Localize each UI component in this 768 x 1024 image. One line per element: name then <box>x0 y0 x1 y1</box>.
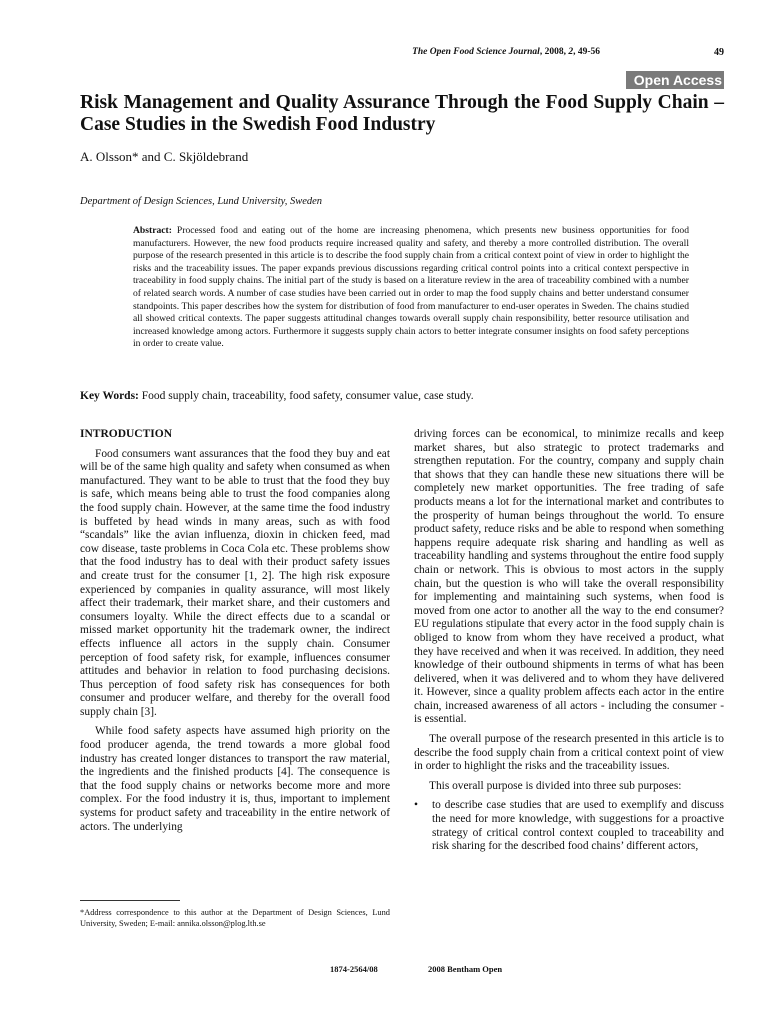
abstract-label: Abstract: <box>133 225 172 236</box>
publisher: 2008 Bentham Open <box>428 964 503 974</box>
body-column-right <box>414 428 724 854</box>
citation-volume: 2 <box>568 47 574 57</box>
paragraph: The overall purpose of the research presented in this article is to describe the food supply chain from a critical context point of view in order to highlight the risks and the traceability issues. <box>414 733 724 773</box>
paragraph: This overall purpose is divided into three sub purposes: <box>429 779 682 792</box>
affiliation: Department of Design Sciences, Lund University, Sweden <box>80 196 323 207</box>
open-access-badge: Open Access <box>626 71 724 89</box>
article-title: Risk Management and Quality Assurance Through the Food Supply Chain – Case Studies in the Swedish Food Industry <box>80 92 724 135</box>
paragraph: While food safety aspects have assumed high priority on the food producer agenda, the trend towards a more global food industry has created longer distances to transport the raw material, the ingredients and the finished products [4]. The consequence is that the food supply chains or networks become more and more complex. For the food industry it is, thus, important to implement systems for product safety and traceability in the entire network of actors. The underlying <box>80 725 390 833</box>
page-number: 49 <box>714 47 724 58</box>
issn: 1874-2564/08 <box>330 964 378 974</box>
footnote-divider <box>80 900 180 901</box>
keywords-text: Food supply chain, traceability, food safety, consumer value, case study. <box>141 390 474 402</box>
authors: A. Olsson* and C. Skjöldebrand <box>80 149 249 164</box>
journal-name: The Open Food Science Journal <box>412 47 540 57</box>
bullet-text: to describe case studies that are used to exemplify and discuss the need for more knowledge, with suggestions for a proactive strategy of critical control context coupled to traceability and risk sharing for the described food chains’ different actors, <box>432 799 724 853</box>
section-heading-introduction: INTRODUCTION <box>80 428 173 440</box>
paragraph: driving forces can be economical, to minimize recalls and keep market shares, but also strategic to protect trademarks and strengthen reputation. For the country, company and supply chain that shows that they can handle these new situations there will be completely new market opportunities. The free trading of safe products means a lot for the international market and contributes to the prosperity of human beings throughout the world. To ensure product safety, reduce risks and be able to respond when something happens require adequate risk sharing and handling as well as traceability handling and systems throughout the entire food supply chain or network. This is obvious to most actors in the supply chain, but the question is who will take the overall responsibility for implementing and maintaining such systems, when food is moved from one actor to another all the way to the end consumer? EU regulations stipulate that every actor in the food supply chain is obliged to know from whom they have received a product, what they have received and when it was received. In addition, they need knowledge of their outbound shipments in terms of what has been delivered, when it was delivered and to whom they have delivered it. However, since a quality problem affects each actor in the entire chain, increased awareness of all actors - including the consumer - is essential. <box>414 428 724 726</box>
keywords <box>80 390 724 402</box>
paragraph: Food consumers want assurances that the food they buy and eat will be of the same high quality and safety when consumed as when manufactured. They want to be able to trust that the food they buy is safe, which means being able to trust the food companies along the food supply chain. However, at the same time the food industry is buffeted by head winds in many areas, such as with food “scandals” like the avian influenza, dioxin in chicken feed, mad cow disease, taste problems in Coca Cola etc. These problems show that the food industry has to deal with their product safety issues and create trust for the consumer [1, 2]. The high risk exposure experienced by companies in quality assurance, will most likely affect their trademark, their market share, and their customers and consumers loyalty. While the direct effects due to a scandal or missed market opportunity hit the trademark owner, the indirect effects influence all actors in the supply chain. Consumer perception of food safety risk, for example, influences consumer attitudes and behavior in relation to food purchasing decisions. Thus perception of food safety risk has consequences for both consumer and producer welfare, and thereby for the overall food supply chain [3]. <box>80 447 390 718</box>
citation-pages: , 49-56 <box>573 47 600 57</box>
citation-year: , 2008, <box>539 47 569 57</box>
keywords-label: Key Words: <box>80 390 139 402</box>
journal-citation <box>0 47 600 57</box>
abstract-text: Processed food and eating out of the home are increasing phenomena, which presents new business opportunities for food manufacturers. However, the new food products require increased quality and safety, and thereby a more controlled distribution. The overall purpose of the research presented in this article is to describe the food supply chain from a critical context point of view in order to highlight the risks and the traceability issues. The paper expands previous discussions regarding critical control points into a critical context perspective in traceability in food supply chains. The initial part of the study is based on a literature review in the area of traceability combined with a number of related search words. A number of case studies have been carried out in order to map the food supply chains and better understand consumer standpoints. This paper describes how the system for distribution of food from manufacturer to end-user operates in Sweden. The chains studied all showed critical contexts. The paper suggests attitudinal changes towards overall supply chain responsibility, better resource utilisation and increased knowledge among actors. Furthermore it suggests supply chain actors to better integrate consumer insights on food safety perceptions in order to create value. <box>133 225 690 350</box>
body-column-left <box>80 428 390 834</box>
bullet-item <box>414 799 724 853</box>
abstract <box>133 225 689 351</box>
bullet-icon: • <box>414 799 418 812</box>
footnote: *Address correspondence to this author at the Department of Design Sciences, Lund University, Sweden; E-mail: annika.olsson@plog.lth.se <box>80 908 390 928</box>
